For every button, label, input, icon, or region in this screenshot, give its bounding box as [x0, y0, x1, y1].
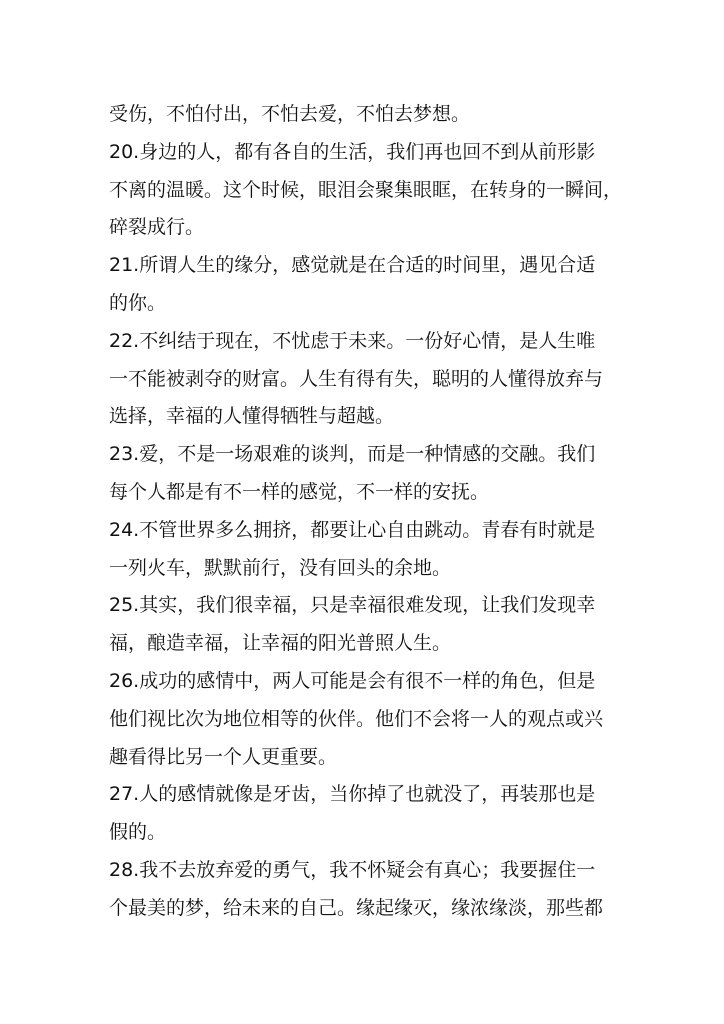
- text-line: 不离的温暖。这个时候，眼泪会聚集眼眶，在转身的一瞬间，: [109, 178, 623, 201]
- text-line: 趣看得比另一个人更重要。: [109, 745, 338, 768]
- text-line: 个最美的梦，给未来的自己。缘起缘灭，缘浓缘淡，那些都: [109, 896, 604, 919]
- text-line: 20.身边的人，都有各自的生活，我们再也回不到从前形影: [109, 140, 596, 163]
- text-line: 假的。: [109, 821, 167, 844]
- text-line: 23.爱，不是一场艰难的谈判，而是一种情感的交融。我们: [109, 443, 596, 466]
- text-line: 25.其实，我们很幸福，只是幸福很难发现，让我们发现幸: [109, 594, 596, 617]
- text-line: 27.人的感情就像是牙齿，当你掉了也就没了，再装那也是: [109, 783, 596, 806]
- text-line: 碎裂成行。: [109, 216, 205, 239]
- text-line: 福，酿造幸福，让幸福的阳光普照人生。: [109, 632, 452, 655]
- text-line: 24.不管世界多么拥挤，都要让心自由跳动。青春有时就是: [109, 518, 596, 541]
- text-line: 的你。: [109, 291, 167, 314]
- text-line: 受伤，不怕付出，不怕去爱，不怕去梦想。: [109, 103, 471, 125]
- text-line: 22.不纠结于现在，不忧虑于未来。一份好心情，是人生唯: [109, 329, 596, 352]
- text-line: 每个人都是有不一样的感觉，不一样的安抚。: [109, 480, 490, 503]
- text-line: 一列火车，默默前行，没有回头的余地。: [109, 556, 452, 579]
- text-line: 一不能被剥夺的财富。人生有得有失，聪明的人懂得放弃与: [109, 367, 604, 390]
- text-line: 26.成功的感情中，两人可能是会有很不一样的角色，但是: [109, 669, 596, 692]
- text-line: 他们视比次为地位相等的伙伴。他们不会将一人的观点或兴: [109, 707, 604, 730]
- text-line: 选择，幸福的人懂得牺牲与超越。: [109, 405, 395, 428]
- text-line: 21.所谓人生的缘分，感觉就是在合适的时间里，遇见合适: [109, 254, 596, 277]
- text-line: 28.我不去放弃爱的勇气，我不怀疑会有真心；我要握住一: [109, 858, 596, 881]
- document-body: [109, 96, 629, 928]
